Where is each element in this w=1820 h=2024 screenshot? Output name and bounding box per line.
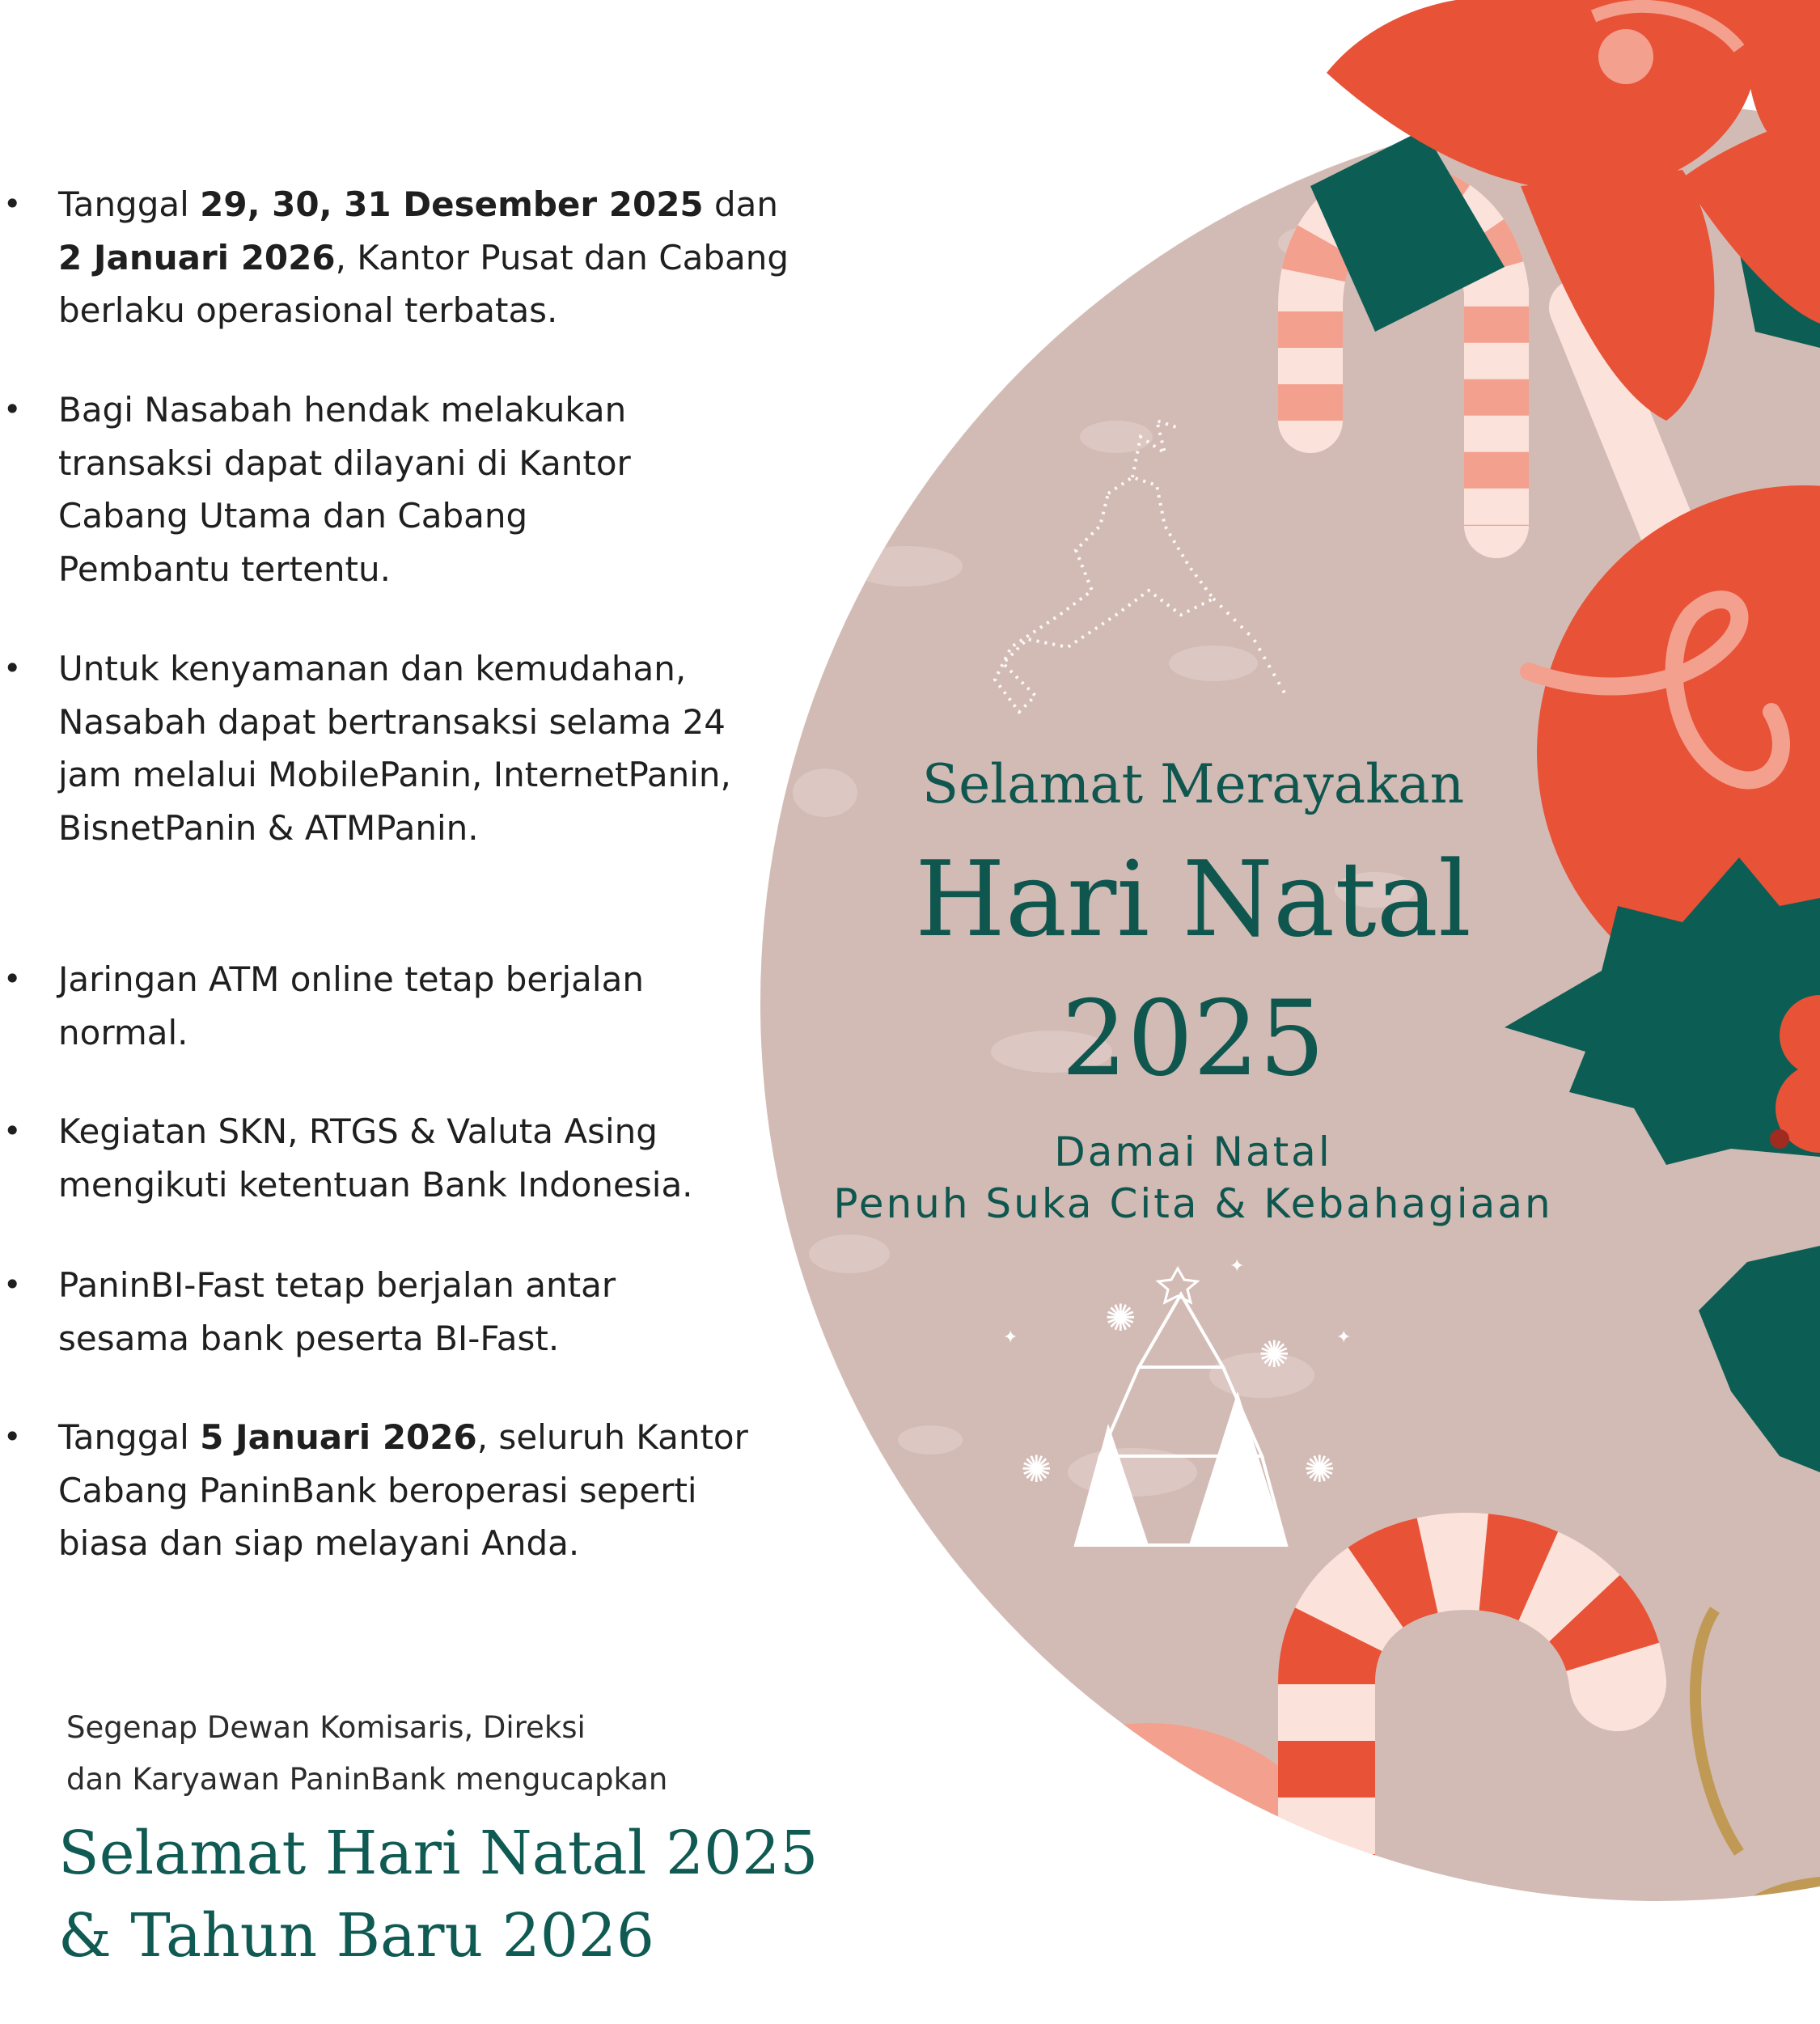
greeting-title: Hari Natal <box>915 840 1471 960</box>
svg-text:✺: ✺ <box>1105 1296 1136 1340</box>
svg-text:✦: ✦ <box>1230 1256 1245 1277</box>
svg-text:✺: ✺ <box>1259 1332 1290 1376</box>
closing-title-line-2: & Tahun Baru 2026 <box>58 1901 655 1971</box>
svg-text:✺: ✺ <box>1304 1447 1335 1491</box>
bullet-text: Jaringan ATM online tetap berjalan normal. <box>58 959 644 1052</box>
closing-message <box>66 1702 794 1806</box>
bullet-text: Untuk kenyamanan dan kemudahan, Nasabah dapat bertransaksi selama 24 jam melalui MobilePanin, InternetPanin, BisnetPanin & ATMPanin. <box>58 649 731 848</box>
closing-title-line-1: Selamat Hari Natal 2025 <box>58 1819 819 1888</box>
bullet-dot: • <box>3 961 22 997</box>
greeting-subtitle-1: Damai Natal <box>1054 1128 1332 1175</box>
bullet-dot: • <box>3 392 22 427</box>
greeting-line-1: Selamat Merayakan <box>921 753 1465 815</box>
svg-text:✦: ✦ <box>1336 1327 1352 1348</box>
closing-greeting-title <box>58 1812 867 1977</box>
bullet-text: Tanggal 5 Januari 2026, seluruh Kantor Cabang PaninBank beroperasi seperti biasa dan siap melayani Anda. <box>58 1417 748 1563</box>
bullet-text: PaninBI-Fast tetap berjalan antar sesama bank peserta BI-Fast. <box>58 1265 616 1358</box>
bullet-dot: • <box>3 186 22 222</box>
bullet-dot: • <box>3 1419 22 1454</box>
bullet-dot: • <box>3 1267 22 1302</box>
closing-line-2: dan Karyawan PaninBank mengucapkan <box>66 1762 668 1797</box>
svg-text:✺: ✺ <box>1021 1447 1052 1491</box>
svg-text:✦: ✦ <box>1003 1327 1018 1348</box>
bullet-text: Kegiatan SKN, RTGS & Valuta Asing mengikuti ketentuan Bank Indonesia. <box>58 1112 693 1205</box>
closing-line-1: Segenap Dewan Komisaris, Direksi <box>66 1710 586 1745</box>
bullet-text: Tanggal 29, 30, 31 Desember 2025 dan 2 Januari 2026, Kantor Pusat dan Cabang berlaku operasional terbatas. <box>58 184 789 330</box>
bullet-dot: • <box>3 650 22 686</box>
greeting-year: 2025 <box>1061 979 1325 1099</box>
greeting-subtitle-2: Penuh Suka Cita & Kebahagiaan <box>833 1180 1553 1227</box>
bullet-text: Bagi Nasabah hendak melakukan transaksi dapat dilayani di Kantor Cabang Utama dan Cabang Pembantu tertentu. <box>58 390 631 589</box>
bullet-dot: • <box>3 1113 22 1149</box>
